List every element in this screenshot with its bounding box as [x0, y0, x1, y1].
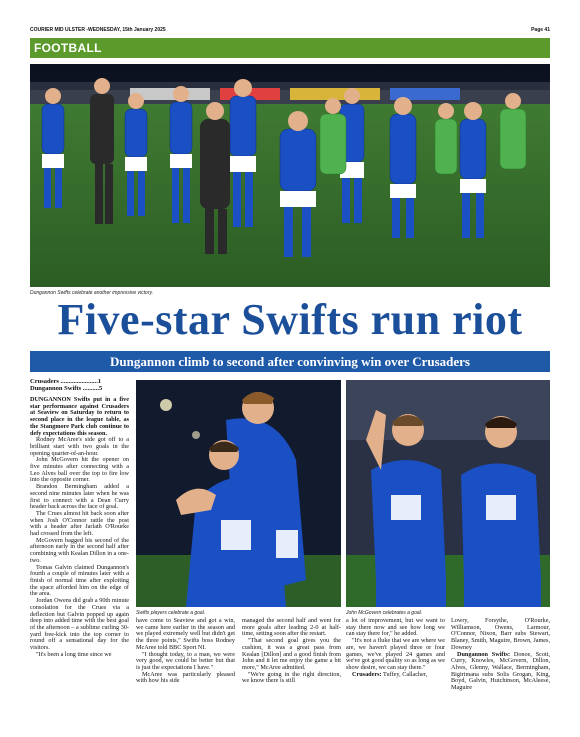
page-header	[30, 25, 550, 35]
headline: Five-star Swifts run riot	[57, 295, 523, 344]
article-column-4	[346, 618, 445, 678]
swifts-celebration-illustration	[136, 380, 341, 607]
article-column-2	[136, 618, 235, 685]
left-photo	[136, 380, 341, 607]
article-paragraph: The Crues almost hit back soon after when Josh O'Connor rattle the post with a header after Jarlath O'Rourke had crossed from the left.	[30, 509, 129, 538]
article-paragraph: "It's been a long time since we	[36, 650, 112, 658]
right-photo-caption: John McGovern celebrates a goal.	[346, 610, 423, 616]
article-column-3	[242, 618, 341, 685]
right-photo	[346, 380, 550, 607]
main-photo	[30, 64, 550, 287]
publication-date: COURIER MID ULSTER -WEDNESDAY, 15th January 2025	[30, 27, 166, 33]
section-title: FOOTBALL	[34, 41, 102, 55]
dungannon-lineup: Dungannon Swifts: Donoe, Scott, Curry, Knowles, McGovern, Dillon, Alves, Glenny, Wallace, Bermingham, Bigirimana subs Solis Grogan, King, Boyd, Galvin, Hutchinson, McAleese, Maguire	[451, 650, 550, 692]
article-lead: DUNGANNON Swifts put in a five star performance against Crusaders at Seaview on Saturday to return to second place in the league table, as the Stangmore Park club continue to defy expectations this season.	[30, 396, 129, 437]
article-column-5	[451, 618, 550, 692]
page-number: Page 41	[531, 27, 550, 33]
article-paragraph: "That second goal gives you the cushion, it was a great pass from Kealan [Dillon] and a good finish from John and it let me enjoy the game a bit more," McAree admitted.	[242, 637, 341, 671]
crusaders-lineup: Crusaders: Tuffey, Callacher,	[352, 670, 428, 678]
section-bar	[30, 38, 550, 58]
article-paragraph: Jordan Owens did grab a 90th minute consolation for the Crues via a deflection but Galvin popped up again deep into added time with the best goal of the afternoon – a sublime curling 30-yard free-kick into the top corner to round off a sensational day for the visitors.	[30, 597, 129, 652]
article-paragraph: "We're going in the right direction, we know there is still	[242, 670, 341, 685]
score-dungannon: Dungannon Swifts ..........5	[30, 385, 103, 392]
article-paragraph: "I thought today, to a man, we were very good, we could be better but that is just the expectations I have."	[136, 650, 235, 671]
main-photo-caption: Dungannon Swifts celebrate another impressive victory.	[30, 290, 154, 296]
article-paragraph: "It's not a fluke that we are where we are, we haven't played three or four games, we've played 24 games and we've got good quality so as long as we show desire, we can stay there."	[346, 637, 445, 671]
article-paragraph: McGovern bagged his second of the afternoon early in the second half after combining with Kealan Dillon in a one-two.	[30, 536, 129, 564]
article-paragraph: have come to Seaview and got a win, we came here earlier in the season and we played extremely well but didn't get the three points," Swifts boss Rodney McAree told BBC Sport NI.	[136, 617, 235, 651]
article-paragraph: managed the second half and went for more goals after leading 2-0 at half-time, setting soon after the restart.	[242, 617, 341, 638]
mcgovern-celebration-illustration	[346, 380, 550, 607]
article-paragraph: John McGovern hit the opener on five minutes after connecting with a Leo Alves ball over the top to fire low into the opposite corner.	[30, 456, 129, 484]
subheadline: Dungannon climb to second after convinving win over Crusaders	[110, 354, 470, 369]
article-paragraph: McAree was particularly pleased with how his side	[136, 670, 235, 685]
score-crusaders: Crusaders .......................1	[30, 378, 102, 385]
article-paragraph: Tomas Galvin claimed Dungannon's fourth a couple of minutes later with a finish of normal time after exploiting the space afforded him on the edge of the area.	[30, 563, 129, 598]
article-paragraph: Brandon Bermingham added a second nine minutes later when he was first to connect with a Dean Curry header back across the face of goal.	[30, 483, 129, 511]
subheadline-bar	[30, 351, 550, 372]
crusaders-lineup-cont: Lowry, Forsythe, O'Rourke, Williamson, Owens, Larmour, O'Connor, Nixon, Barr subs Stewart, Blaney, Smith, Maguire, Brown, James, Downey	[451, 617, 550, 651]
celebration-photo-illustration	[30, 64, 550, 287]
article-paragraph: Rodney McAree's side got off to a brilliant start with two goals in the opening quarter-of-an-hour.	[30, 436, 129, 457]
article-column-1	[30, 378, 129, 658]
article-paragraph: a lot of improvement, but we want to stay there now and see how long we can stay there for," he added.	[346, 617, 445, 638]
left-photo-caption: Swifts players celebrate a goal.	[136, 610, 206, 616]
